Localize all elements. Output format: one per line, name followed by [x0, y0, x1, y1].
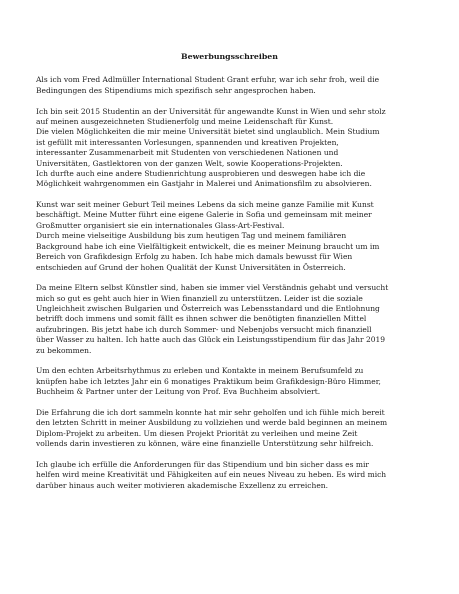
text-line: helfen wird meine Kreativität und Fähigkeiten auf ein neues Niveau zu heben. Es wird mich	[36, 470, 387, 480]
text-line: Diplom-Projekt zu arbeiten. Um diesen Projekt Priorität zu verleihen und meine Zeit	[36, 428, 358, 438]
paragraph-finances	[36, 283, 423, 356]
text-line: Die vielen Möglichkeiten die mir meine Universität bietet sind unglaublich. Mein Studium	[36, 127, 380, 137]
text-line: Als ich vom Fred Adlmüller International Student Grant erfuhr, war ich sehr froh, weil die	[36, 75, 380, 85]
text-line: Ich durfte auch eine andere Studienrichtung ausprobieren und deswegen habe ich die	[36, 168, 366, 178]
paragraph-family	[36, 200, 423, 273]
paragraph-diploma	[36, 408, 423, 450]
text-line: Bereich von Grafikdesign Erfolg zu haben. Ich habe mich damals bewusst für Wien	[36, 252, 353, 262]
text-line: entschieden auf Grund der hohen Qualität der Kunst Universitäten in Österreich.	[36, 262, 346, 272]
text-line: vollends darin investieren zu können, wäre eine finanzielle Unterstützung sehr hilfreich.	[36, 439, 374, 449]
text-line: Ungleichheit zwischen Bulgarien und Österreich was Lebensstandard und die Entlohnung	[36, 304, 380, 314]
text-line: beschäftigt. Meine Mutter führt eine eigene Galerie in Sofia und gemeinsam mit meiner	[36, 210, 372, 220]
text-line: Die Erfahrung die ich dort sammeln konnte hat mir sehr geholfen und ich fühle mich bereit	[36, 407, 385, 417]
text-line: auf meinen ausgezeichneten Studienerfolg und meine Leidenschaft für Kunst.	[36, 116, 334, 126]
text-line: über Wasser zu halten. Ich hatte auch das Glück ein Leistungsstipendium für das Jahr 2019	[36, 335, 386, 345]
text-line: Buchheim & Partner unter der Leitung von Prof. Eva Buchheim absolviert.	[36, 387, 321, 397]
text-line: Möglichkeit wahrgenommen ein Gastjahr in Malerei und Animationsfilm zu absolvieren.	[36, 179, 372, 189]
paragraph-studies	[36, 107, 423, 190]
text-line: Universitäten, Gastlektoren von der ganzen Welt, sowie Kooperations-Projekten.	[36, 158, 343, 168]
text-line: darüber hinaus auch weiter motivieren akademische Exzellenz zu erreichen.	[36, 480, 328, 490]
paragraph-internship	[36, 366, 423, 397]
text-line: mich so gut es geht auch hier in Wien finanziell zu unterstützen. Leider ist die soziale	[36, 293, 363, 303]
text-line: Da meine Eltern selbst Künstler sind, haben sie immer viel Verständnis gehabt und versucht	[36, 283, 389, 293]
text-line: Um den echten Arbeitsrhythmus zu erleben und Kontakte in meinem Berufsumfeld zu	[36, 366, 364, 376]
text-line: betrifft doch immens und somit fällt es ihnen schwer die benötigten finanziellen Mittel	[36, 314, 367, 324]
text-line: Kunst war seit meiner Geburt Teil meines Lebens da sich meine ganze Familie mit Kunst	[36, 200, 374, 210]
text-line: Background habe ich eine Vielfältigkeit entwickelt, die es meiner Meinung braucht um im	[36, 241, 380, 251]
text-line: Durch meine vielseitige Ausbildung bis zum heutigen Tag und meinem familiären	[36, 231, 347, 241]
paragraph-closing	[36, 460, 423, 491]
text-line: knüpfen habe ich letztes Jahr ein 6 monatiges Praktikum beim Grafikdesign-Büro Himmer,	[36, 376, 381, 386]
text-line: Großmutter organisiert sie ein internationales Glass-Art-Festival.	[36, 220, 285, 230]
text-line: aufzubringen. Bis jetzt habe ich durch Sommer- und Nebenjobs versucht mich finanziell	[36, 324, 372, 334]
text-line: Ich glaube ich erfülle die Anforderungen für das Stipendium und bin sicher dass es mir	[36, 459, 369, 469]
paragraph-intro	[36, 75, 423, 96]
text-line: zu bekommen.	[36, 345, 92, 355]
text-line: ist gefüllt mit interessanten Vorlesungen, spannenden und kreativen Projekten,	[36, 137, 339, 147]
text-line: interessanter Zusammenarbeit mit Studenten von verschiedenen Nationen und	[36, 148, 339, 158]
text-line: Ich bin seit 2015 Studentin an der Universität für angewandte Kunst in Wien und sehr stolz	[36, 106, 386, 116]
document-title: Bewerbungsschreiben	[181, 52, 278, 61]
text-line: Bedingungen des Stipendiums mich spezifisch sehr angesprochen haben.	[36, 85, 316, 95]
text-line: den letzten Schritt in meiner Ausbildung zu vollziehen und werde bald beginnen an meinem	[36, 418, 388, 428]
